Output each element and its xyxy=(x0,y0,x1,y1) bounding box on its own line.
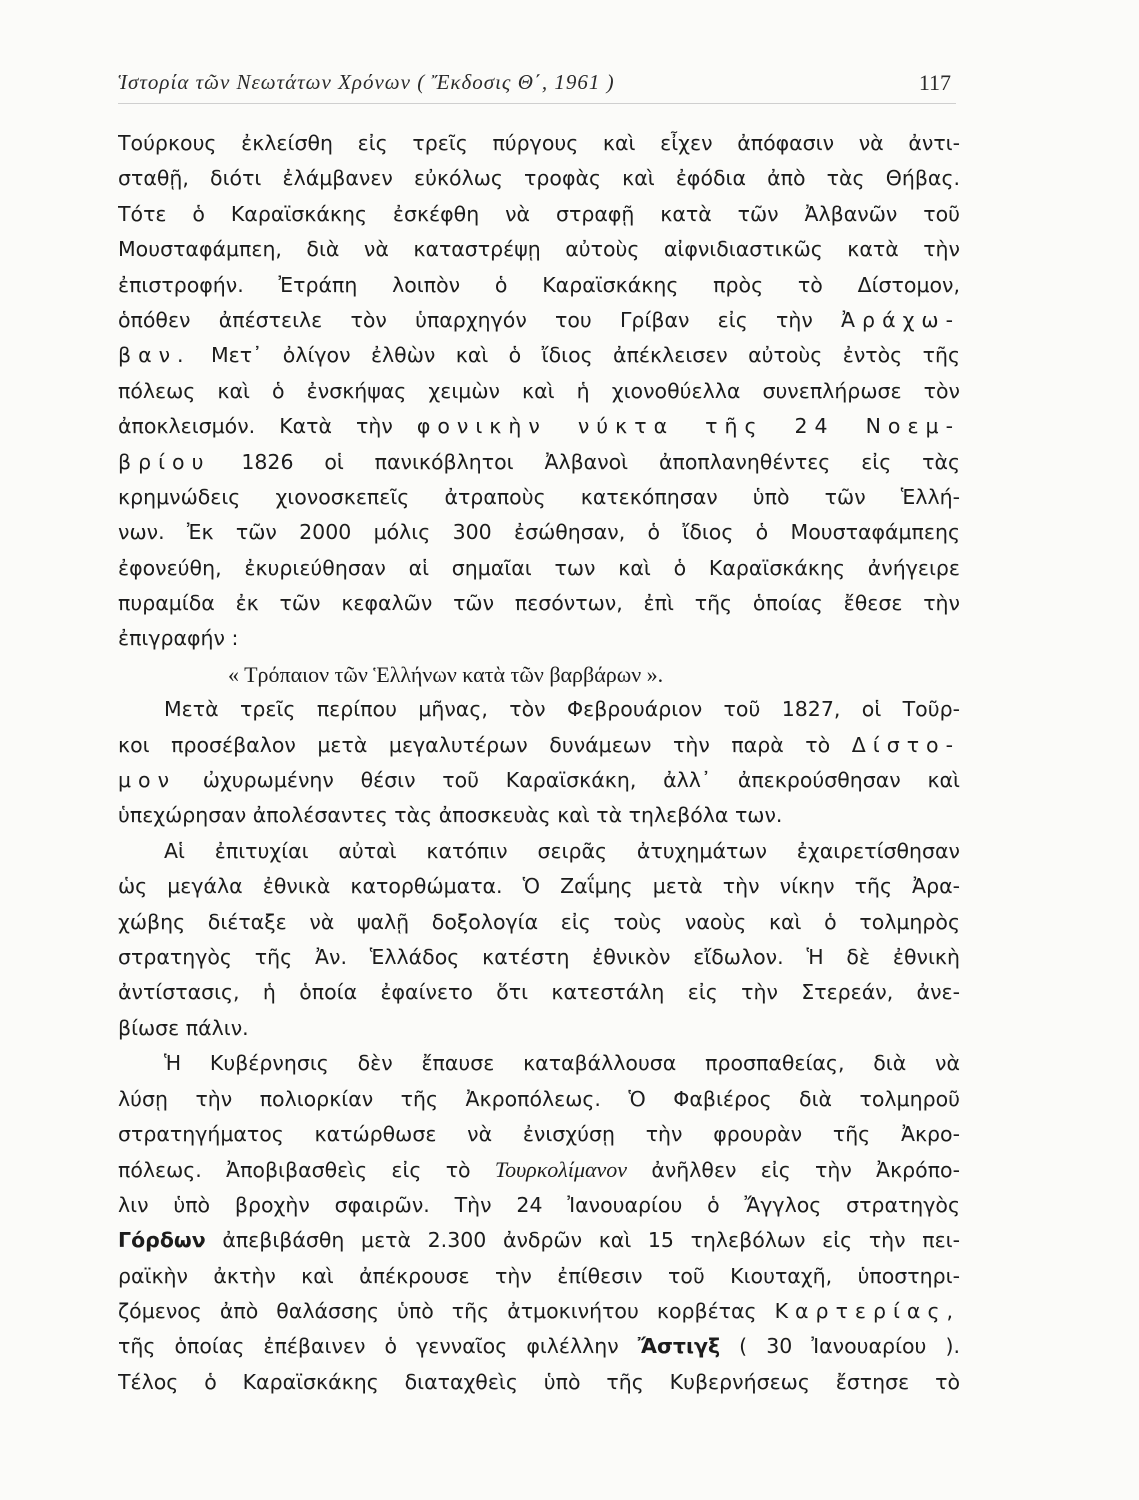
spaced-emphasis: φονικὴν νύκτα τῆς 24 Νοεμ- xyxy=(416,414,960,439)
text-segment: κοι προσέβαλον μετὰ μεγαλυτέρων δυνάμεων τὴν παρὰ τὸ xyxy=(118,732,831,757)
bold-person-name: Γόρδων xyxy=(118,1228,206,1253)
text-line xyxy=(118,1223,960,1258)
text-line: βίωσε πάλιν. xyxy=(118,1015,249,1040)
text-line xyxy=(118,763,960,798)
text-segment: ἀπεβιβάσθη μετὰ 2.300 ἀνδρῶν καὶ 15 τηλεβόλων εἰς τὴν πει- xyxy=(222,1228,960,1253)
spaced-place-name: βαν. xyxy=(118,343,191,368)
text-segment: ὁπόθεν ἀπέστειλε τὸν ὑπαρχηγόν του Γρίβαν εἰς τὴν xyxy=(118,307,813,332)
running-title: Ἱστορία τῶν Νεωτάτων Χρόνων ( Ἔκδοσις Θ΄, 1961 ) xyxy=(118,70,615,94)
text-line: λιν ὑπὸ βροχὴν σφαιρῶν. Τὴν 24 Ἰανουαρίου ὁ Ἄγγλος στρατηγὸς xyxy=(118,1192,960,1217)
paragraph-first-line: Μετὰ τρεῖς περίπου μῆνας, τὸν Φεβρουάριον τοῦ 1827, οἱ Τοῦρ- xyxy=(164,697,960,722)
text-line xyxy=(118,1294,960,1329)
text-line: πόλεως καὶ ὁ ἐνσκήψας χειμὼν καὶ ἡ χιονοθύελλα συνεπλήρωσε τὸν xyxy=(118,378,960,403)
spaced-emphasis: βρίου xyxy=(118,449,211,474)
text-line xyxy=(118,409,960,444)
text-segment: πόλεως. Ἀποβιβασθεὶς εἰς τὸ xyxy=(118,1158,471,1183)
text-line: Τότε ὁ Καραϊσκάκης ἐσκέφθη νὰ στραφῇ κατὰ τῶν Ἀλβανῶν τοῦ xyxy=(118,201,960,226)
text-line: ἐπιστροφήν. Ἐτράπη λοιπὸν ὁ Καραϊσκάκης πρὸς τὸ Δίστομον, xyxy=(118,272,960,297)
spaced-place-name: Ἀράχω- xyxy=(841,307,960,332)
text-line: Μουσταφάμπεη, διὰ νὰ καταστρέψῃ αὐτοὺς αἰφνιδιαστικῶς κατὰ τὴν xyxy=(118,237,960,262)
text-segment: ὠχυρωμένην θέσιν τοῦ Καραϊσκάκη, ἀλλ᾽ ἀπεκρούσθησαν καὶ xyxy=(202,768,960,793)
text-line: νων. Ἐκ τῶν 2000 μόλις 300 ἐσώθησαν, ὁ ἴδιος ὁ Μουσταφάμπεης xyxy=(118,520,960,545)
spaced-place-name: μον xyxy=(118,768,177,793)
italic-place-name: Τουρκολίμανον xyxy=(494,1157,628,1183)
body-text xyxy=(118,126,960,1400)
text-segment: ζόμενος ἀπὸ θαλάσσης ὑπὸ τῆς ἀτμοκινήτου κορβέτας xyxy=(118,1298,757,1323)
text-segment: 1826 οἱ πανικόβλητοι Ἀλβανοὶ ἀποπλανηθέντες εἰς τὰς xyxy=(241,449,960,474)
text-line xyxy=(118,1329,960,1364)
text-line xyxy=(118,1152,960,1187)
text-line xyxy=(118,445,960,480)
text-line: λύσῃ τὴν πολιορκίαν τῆς Ἀκροπόλεως. Ὁ Φαβιέρος διὰ τολμηροῦ xyxy=(118,1086,960,1111)
text-segment: ( 30 Ἰανουαρίου ). xyxy=(739,1334,960,1359)
text-line xyxy=(118,303,960,338)
text-line xyxy=(118,338,960,373)
text-segment: τῆς ὁποίας ἐπέβαινεν ὁ γενναῖος φιλέλλην xyxy=(118,1334,619,1359)
text-line: χώβης διέταξε νὰ ψαλῇ δοξολογία εἰς τοὺς ναοὺς καὶ ὁ τολμηρὸς xyxy=(118,909,960,934)
spaced-place-name: Δίστο- xyxy=(851,732,960,757)
text-line: ἐφονεύθη, ἐκυριεύθησαν αἱ σημαῖαι των καὶ ὁ Καραϊσκάκης ἀνήγειρε xyxy=(118,555,960,580)
header-rule xyxy=(118,103,956,104)
text-line: ραϊκὴν ἀκτὴν καὶ ἀπέκρουσε τὴν ἐπίθεσιν τοῦ Κιουταχῆ, ὑποστηρι- xyxy=(118,1263,960,1288)
paragraph-first-line: Αἱ ἐπιτυχίαι αὐταὶ κατόπιν σειρᾶς ἀτυχημάτων ἐχαιρετίσθησαν xyxy=(164,838,960,863)
text-line xyxy=(118,728,960,763)
bold-person-name: Ἄστιγξ xyxy=(637,1334,721,1359)
text-line: στρατηγήματος κατώρθωσε νὰ ἐνισχύσῃ τὴν φρουρὰν τῆς Ἀκρο- xyxy=(118,1121,960,1146)
text-line: πυραμίδα ἐκ τῶν κεφαλῶν τῶν πεσόντων, ἐπὶ τῆς ὁποίας ἔθεσε τὴν xyxy=(118,591,960,616)
page-number: 117 xyxy=(918,70,951,95)
text-segment: ἀποκλεισμόν. Κατὰ τὴν xyxy=(118,414,393,439)
text-line: σταθῇ, διότι ἐλάμβανεν εὐκόλως τροφὰς καὶ ἐφόδια ἀπὸ τὰς Θήβας. xyxy=(118,166,960,191)
inscription-quote: « Τρόπαιον τῶν Ἑλλήνων κατὰ τῶν βαρβάρων ». xyxy=(228,661,664,687)
text-line: στρατηγὸς τῆς Ἀν. Ἑλλάδος κατέστη ἐθνικὸν εἴδωλον. Ἡ δὲ ἐθνικὴ xyxy=(118,944,960,969)
text-line: κρημνώδεις χιονοσκεπεῖς ἀτραποὺς κατεκόπησαν ὑπὸ τῶν Ἑλλή- xyxy=(118,484,960,509)
paragraph-first-line: Ἡ Κυβέρνησις δὲν ἔπαυσε καταβάλλουσα προσπαθείας, διὰ νὰ xyxy=(164,1051,960,1076)
spaced-ship-name: Καρτερίας, xyxy=(774,1298,960,1323)
text-segment: Μετ᾽ ὀλίγον ἐλθὼν καὶ ὁ ἴδιος ἀπέκλεισεν αὐτοὺς ἐντὸς τῆς xyxy=(211,343,960,368)
text-line: ὡς μεγάλα ἐθνικὰ κατορθώματα. Ὁ Ζαΐμης μετὰ τὴν νίκην τῆς Ἀρα- xyxy=(118,874,960,899)
text-line: Τέλος ὁ Καραϊσκάκης διαταχθεὶς ὑπὸ τῆς Κυβερνήσεως ἔστησε τὸ xyxy=(118,1369,960,1394)
text-line: Τούρκους ἐκλείσθη εἰς τρεῖς πύργους καὶ εἶχεν ἀπόφασιν νὰ ἀντι- xyxy=(118,131,960,155)
text-line: ἀντίστασις, ἡ ὁποία ἐφαίνετο ὅτι κατεστάλη εἰς τὴν Στερεάν, ἀνε- xyxy=(118,980,960,1005)
text-line: ὑπεχώρησαν ἀπολέσαντες τὰς ἀποσκευὰς καὶ τὰ τηλεβόλα των. xyxy=(118,803,783,828)
text-segment: ἀνῆλθεν εἰς τὴν Ἀκρόπο- xyxy=(651,1158,960,1183)
text-line: ἐπιγραφήν : xyxy=(118,626,239,651)
